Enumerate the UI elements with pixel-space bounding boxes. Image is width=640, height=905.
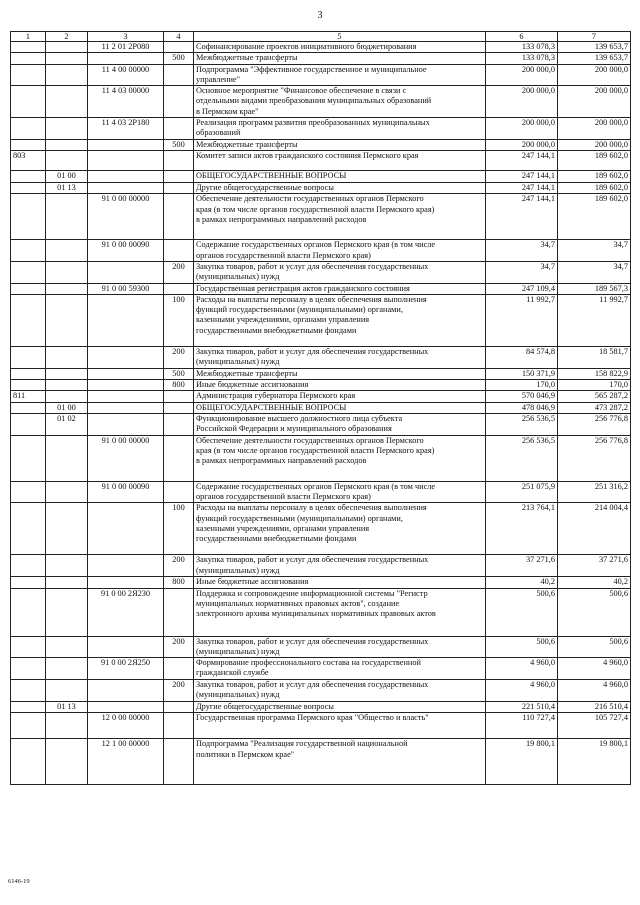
expense-type: 200 [164, 346, 194, 368]
expense-type [164, 414, 194, 436]
expense-type [164, 183, 194, 194]
ministry-code: 811 [11, 391, 46, 402]
section-code [46, 240, 88, 262]
section-code [46, 42, 88, 53]
column-header: 1 [11, 32, 46, 42]
expense-type [164, 435, 194, 481]
target-code [88, 680, 164, 702]
item-name: Межбюджетные трансферты [194, 368, 486, 379]
expense-type: 500 [164, 53, 194, 64]
section-code [46, 294, 88, 346]
ministry-code [11, 240, 46, 262]
amount-year-1: 247 144,1 [486, 151, 558, 171]
amount-year-1: 247 109,4 [486, 283, 558, 294]
column-header: 7 [558, 32, 631, 42]
table-row [11, 435, 631, 481]
ministry-code [11, 636, 46, 658]
table-row [11, 346, 631, 368]
table-row [11, 118, 631, 140]
amount-year-1: 150 371,9 [486, 368, 558, 379]
section-code [46, 481, 88, 503]
ministry-code [11, 402, 46, 413]
item-name: Межбюджетные трансферты [194, 53, 486, 64]
amount-year-2: 170,0 [558, 380, 631, 391]
amount-year-2: 473 287,2 [558, 402, 631, 413]
ministry-code [11, 680, 46, 702]
ministry-code [11, 739, 46, 785]
amount-year-2: 189 602,0 [558, 151, 631, 171]
table-row [11, 240, 631, 262]
amount-year-2: 19 800,1 [558, 739, 631, 785]
section-code [46, 53, 88, 64]
amount-year-1: 133 078,3 [486, 53, 558, 64]
amount-year-2: 139 653,7 [558, 53, 631, 64]
ministry-code [11, 380, 46, 391]
table-row [11, 402, 631, 413]
column-header: 2 [46, 32, 88, 42]
amount-year-2: 500,6 [558, 636, 631, 658]
section-code: 01 00 [46, 171, 88, 183]
expense-type [164, 481, 194, 503]
section-code [46, 346, 88, 368]
amount-year-2: 34,7 [558, 261, 631, 283]
amount-year-1: 213 764,1 [486, 503, 558, 555]
item-name: Другие общегосударственные вопросы [194, 702, 486, 713]
section-code [46, 588, 88, 636]
amount-year-2: 105 727,4 [558, 713, 631, 739]
amount-year-2: 256 776,8 [558, 435, 631, 481]
amount-year-1: 40,2 [486, 577, 558, 588]
amount-year-2: 40,2 [558, 577, 631, 588]
table-row [11, 139, 631, 150]
target-code [88, 380, 164, 391]
item-name: Комитет записи актов гражданского состояния Пермского края [194, 151, 486, 171]
item-name: Подпрограмма "Реализация государственной национальной политики в Пермском крае" [194, 739, 486, 785]
table-row [11, 261, 631, 283]
target-code [88, 391, 164, 402]
amount-year-1: 256 536,5 [486, 414, 558, 436]
amount-year-2: 189 602,0 [558, 194, 631, 240]
amount-year-2: 200 000,0 [558, 64, 631, 86]
item-name: Расходы на выплаты персоналу в целях обеспечения выполнения функций государственными (муниципальными) органами, казенными учреждениями, органами управления государственными внебюджетными фондами [194, 503, 486, 555]
target-code [88, 139, 164, 150]
section-code [46, 194, 88, 240]
target-code [88, 183, 164, 194]
amount-year-1: 34,7 [486, 240, 558, 262]
expense-type [164, 240, 194, 262]
expense-type: 200 [164, 680, 194, 702]
target-code [88, 151, 164, 171]
column-header: 6 [486, 32, 558, 42]
item-name: Формирование профессионального состава на государственной гражданской службе [194, 658, 486, 680]
table-row [11, 283, 631, 294]
column-number-row [11, 32, 631, 42]
target-code: 11 2 01 2Р080 [88, 42, 164, 53]
table-row [11, 702, 631, 713]
expense-type [164, 739, 194, 785]
table-row [11, 380, 631, 391]
section-code [46, 380, 88, 391]
expense-type [164, 118, 194, 140]
item-name: Закупка товаров, работ и услуг для обеспечения государственных (муниципальных) нужд [194, 555, 486, 577]
ministry-code [11, 86, 46, 118]
amount-year-1: 478 046,9 [486, 402, 558, 413]
expense-type [164, 86, 194, 118]
amount-year-1: 221 510,4 [486, 702, 558, 713]
target-code [88, 53, 164, 64]
amount-year-1: 133 078,3 [486, 42, 558, 53]
item-name: Администрация губернатора Пермского края [194, 391, 486, 402]
section-code [46, 391, 88, 402]
amount-year-2: 251 316,2 [558, 481, 631, 503]
section-code: 01 02 [46, 414, 88, 436]
amount-year-1: 170,0 [486, 380, 558, 391]
amount-year-2: 565 287,2 [558, 391, 631, 402]
amount-year-1: 4 960,0 [486, 658, 558, 680]
amount-year-1: 4 960,0 [486, 680, 558, 702]
expense-type: 200 [164, 261, 194, 283]
expense-type [164, 151, 194, 171]
target-code [88, 368, 164, 379]
budget-table-body [11, 32, 631, 785]
expense-type: 200 [164, 636, 194, 658]
item-name: Реализация программ развития преобразованных муниципальных образований [194, 118, 486, 140]
amount-year-1: 37 271,6 [486, 555, 558, 577]
amount-year-1: 247 144,1 [486, 171, 558, 183]
section-code [46, 680, 88, 702]
table-row [11, 680, 631, 702]
section-code [46, 64, 88, 86]
expense-type [164, 64, 194, 86]
ministry-code [11, 294, 46, 346]
target-code: 12 0 00 00000 [88, 713, 164, 739]
section-code [46, 261, 88, 283]
item-name: Государственная регистрация актов гражданского состояния [194, 283, 486, 294]
amount-year-1: 251 075,9 [486, 481, 558, 503]
amount-year-1: 500,6 [486, 588, 558, 636]
expense-type [164, 402, 194, 413]
section-code [46, 503, 88, 555]
amount-year-1: 256 536,5 [486, 435, 558, 481]
table-row [11, 294, 631, 346]
ministry-code [11, 658, 46, 680]
section-code [46, 555, 88, 577]
item-name: Закупка товаров, работ и услуг для обеспечения государственных (муниципальных) нужд [194, 261, 486, 283]
ministry-code [11, 588, 46, 636]
item-name: Закупка товаров, работ и услуг для обеспечения государственных (муниципальных) нужд [194, 680, 486, 702]
target-code: 12 1 00 00000 [88, 739, 164, 785]
amount-year-2: 34,7 [558, 240, 631, 262]
expense-type: 500 [164, 368, 194, 379]
section-code [46, 435, 88, 481]
target-code [88, 414, 164, 436]
target-code: 91 0 00 59300 [88, 283, 164, 294]
amount-year-2: 11 992,7 [558, 294, 631, 346]
target-code [88, 636, 164, 658]
table-row [11, 658, 631, 680]
expense-type [164, 42, 194, 53]
table-row [11, 194, 631, 240]
ministry-code [11, 481, 46, 503]
table-row [11, 53, 631, 64]
amount-year-1: 500,6 [486, 636, 558, 658]
amount-year-2: 4 960,0 [558, 680, 631, 702]
amount-year-1: 200 000,0 [486, 64, 558, 86]
table-row [11, 577, 631, 588]
item-name: Содержание государственных органов Пермского края (в том числе органов государственной власти Пермского края) [194, 481, 486, 503]
item-name: Софинансирование проектов инициативного бюджетирования [194, 42, 486, 53]
expense-type: 500 [164, 139, 194, 150]
expense-type [164, 713, 194, 739]
expense-type [164, 283, 194, 294]
section-code [46, 739, 88, 785]
section-code: 01 13 [46, 702, 88, 713]
item-name: Обеспечение деятельности государственных органов Пермского края (в том числе органов государственной власти Пермского края) в рамках непрограммных направлений расходов [194, 194, 486, 240]
target-code: 91 0 00 00090 [88, 481, 164, 503]
section-code [46, 658, 88, 680]
section-code [46, 118, 88, 140]
amount-year-1: 84 574,8 [486, 346, 558, 368]
section-code [46, 151, 88, 171]
ministry-code [11, 368, 46, 379]
table-row [11, 86, 631, 118]
table-row [11, 64, 631, 86]
amount-year-1: 19 800,1 [486, 739, 558, 785]
expense-type [164, 194, 194, 240]
section-code [46, 713, 88, 739]
ministry-code [11, 53, 46, 64]
target-code: 91 0 00 00000 [88, 194, 164, 240]
ministry-code [11, 577, 46, 588]
item-name: Функционирование высшего должностного лица субъекта Российской Федерации и муниципального образования [194, 414, 486, 436]
amount-year-1: 200 000,0 [486, 118, 558, 140]
amount-year-1: 34,7 [486, 261, 558, 283]
target-code: 91 0 00 2Я230 [88, 588, 164, 636]
table-row [11, 555, 631, 577]
amount-year-1: 11 992,7 [486, 294, 558, 346]
target-code [88, 702, 164, 713]
expense-type: 100 [164, 294, 194, 346]
item-name: Межбюджетные трансферты [194, 139, 486, 150]
amount-year-2: 4 960,0 [558, 658, 631, 680]
amount-year-2: 189 602,0 [558, 171, 631, 183]
table-row [11, 42, 631, 53]
target-code [88, 402, 164, 413]
item-name: ОБЩЕГОСУДАРСТВЕННЫЕ ВОПРОСЫ [194, 402, 486, 413]
item-name: Закупка товаров, работ и услуг для обеспечения государственных (муниципальных) нужд [194, 636, 486, 658]
amount-year-2: 200 000,0 [558, 86, 631, 118]
amount-year-1: 247 144,1 [486, 194, 558, 240]
amount-year-2: 37 271,6 [558, 555, 631, 577]
section-code [46, 368, 88, 379]
amount-year-2: 216 510,4 [558, 702, 631, 713]
section-code: 01 00 [46, 402, 88, 413]
amount-year-2: 158 822,9 [558, 368, 631, 379]
ministry-code [11, 139, 46, 150]
item-name: Поддержка и сопровождение информационной системы "Регистр муниципальных нормативных правовых актов", создание электронного архива муниципальных нормативных правовых актов [194, 588, 486, 636]
amount-year-1: 570 046,9 [486, 391, 558, 402]
target-code: 11 4 03 2Р180 [88, 118, 164, 140]
amount-year-2: 200 000,0 [558, 118, 631, 140]
table-row [11, 368, 631, 379]
target-code [88, 346, 164, 368]
ministry-code [11, 64, 46, 86]
target-code: 91 0 00 00090 [88, 240, 164, 262]
expense-type [164, 171, 194, 183]
target-code: 11 4 03 00000 [88, 86, 164, 118]
amount-year-1: 200 000,0 [486, 139, 558, 150]
table-row [11, 414, 631, 436]
expense-type: 200 [164, 555, 194, 577]
table-row [11, 503, 631, 555]
section-code [46, 636, 88, 658]
target-code [88, 577, 164, 588]
column-header: 4 [164, 32, 194, 42]
amount-year-2: 139 653,7 [558, 42, 631, 53]
amount-year-2: 189 567,3 [558, 283, 631, 294]
ministry-code: 803 [11, 151, 46, 171]
ministry-code [11, 713, 46, 739]
expense-type [164, 658, 194, 680]
item-name: Иные бюджетные ассигнования [194, 380, 486, 391]
ministry-code [11, 414, 46, 436]
ministry-code [11, 194, 46, 240]
item-name: Основное мероприятие "Финансовое обеспечение в связи с отдельными видами преобразования муниципальных образований в Пермском крае" [194, 86, 486, 118]
table-row [11, 183, 631, 194]
item-name: Расходы на выплаты персоналу в целях обеспечения выполнения функций государственными (муниципальными) органами, казенными учреждениями, органами управления государственными внебюджетными фондами [194, 294, 486, 346]
ministry-code [11, 702, 46, 713]
item-name: Иные бюджетные ассигнования [194, 577, 486, 588]
ministry-code [11, 183, 46, 194]
amount-year-1: 110 727,4 [486, 713, 558, 739]
table-row [11, 713, 631, 739]
section-code [46, 577, 88, 588]
document-code: 6146-19 [8, 878, 30, 885]
expense-type: 800 [164, 380, 194, 391]
ministry-code [11, 555, 46, 577]
column-header: 5 [194, 32, 486, 42]
amount-year-2: 200 000,0 [558, 139, 631, 150]
target-code [88, 294, 164, 346]
page-number: 3 [317, 10, 323, 21]
ministry-code [11, 283, 46, 294]
table-row [11, 151, 631, 171]
amount-year-2: 256 776,8 [558, 414, 631, 436]
section-code [46, 139, 88, 150]
section-code [46, 86, 88, 118]
ministry-code [11, 435, 46, 481]
ministry-code [11, 171, 46, 183]
target-code [88, 555, 164, 577]
expense-type [164, 702, 194, 713]
budget-table [10, 31, 631, 785]
ministry-code [11, 42, 46, 53]
section-code [46, 283, 88, 294]
target-code [88, 171, 164, 183]
target-code: 91 0 00 2Я250 [88, 658, 164, 680]
table-row [11, 391, 631, 402]
amount-year-2: 500,6 [558, 588, 631, 636]
section-code: 01 13 [46, 183, 88, 194]
target-code: 91 0 00 00000 [88, 435, 164, 481]
item-name: Содержание государственных органов Пермского края (в том числе органов государственной власти Пермского края) [194, 240, 486, 262]
ministry-code [11, 118, 46, 140]
table-row [11, 481, 631, 503]
amount-year-1: 200 000,0 [486, 86, 558, 118]
item-name: Обеспечение деятельности государственных органов Пермского края (в том числе органов государственной власти Пермского края) в рамках непрограммных направлений расходов [194, 435, 486, 481]
item-name: Другие общегосударственные вопросы [194, 183, 486, 194]
ministry-code [11, 346, 46, 368]
table-row [11, 171, 631, 183]
expense-type: 800 [164, 577, 194, 588]
table-row [11, 739, 631, 785]
ministry-code [11, 261, 46, 283]
item-name: Государственная программа Пермского края "Общество и власть" [194, 713, 486, 739]
column-header: 3 [88, 32, 164, 42]
item-name: ОБЩЕГОСУДАРСТВЕННЫЕ ВОПРОСЫ [194, 171, 486, 183]
amount-year-1: 247 144,1 [486, 183, 558, 194]
table-row [11, 636, 631, 658]
amount-year-2: 189 602,0 [558, 183, 631, 194]
target-code [88, 503, 164, 555]
table-row [11, 588, 631, 636]
target-code: 11 4 00 00000 [88, 64, 164, 86]
item-name: Подпрограмма "Эффективное государственное и муниципальное управление" [194, 64, 486, 86]
expense-type: 100 [164, 503, 194, 555]
item-name: Закупка товаров, работ и услуг для обеспечения государственных (муниципальных) нужд [194, 346, 486, 368]
expense-type [164, 588, 194, 636]
ministry-code [11, 503, 46, 555]
amount-year-2: 214 004,4 [558, 503, 631, 555]
amount-year-2: 18 581,7 [558, 346, 631, 368]
expense-type [164, 391, 194, 402]
target-code [88, 261, 164, 283]
